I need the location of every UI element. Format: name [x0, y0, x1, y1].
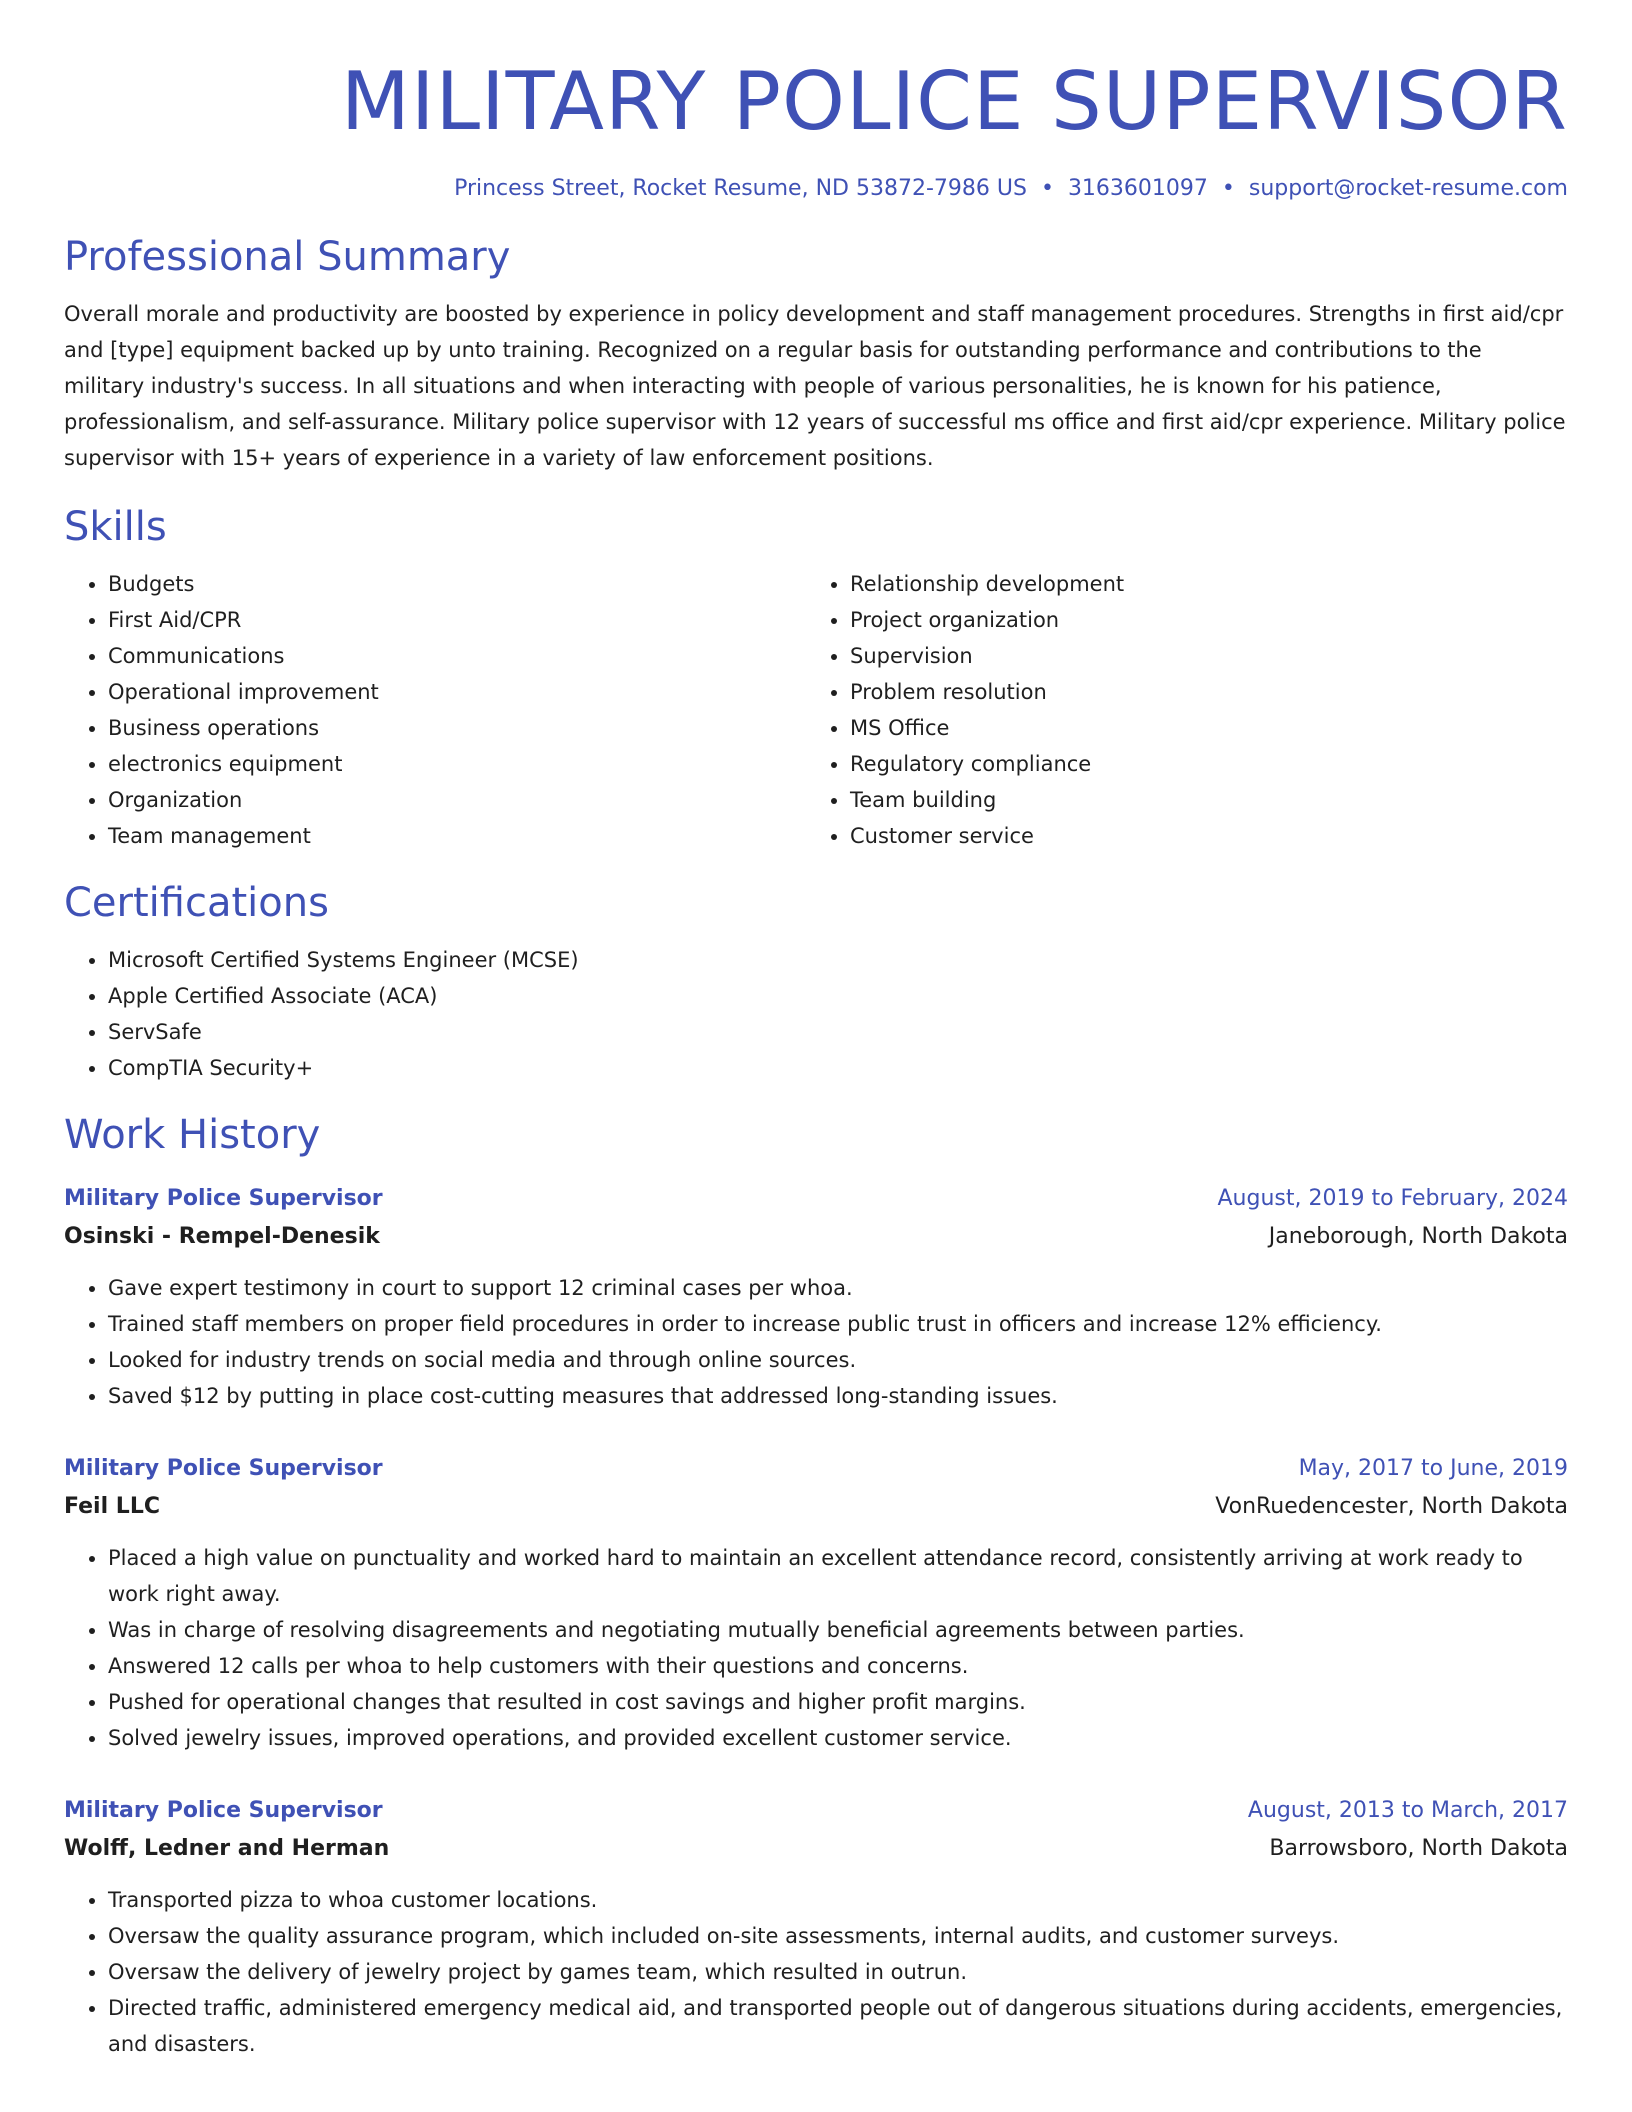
job-company: Osinski - Rempel-Denesik [64, 1224, 380, 1249]
job-entry [64, 1450, 1568, 1756]
summary-text: Overall morale and productivity are boosted by experience in policy development and staff management procedures. Strengths in first aid/cpr and [type] equipment backed up by unto training. Recognized on a regular basis for outstanding performance and contributions to the military industry's success. In all situations and when interacting with people of various personalities, he is known for his patience, professionalism, and self-assurance. Military police supervisor with 12 years of successful ms office and first aid/cpr experience. Military police supervisor with 15+ years of experience in a variety of law enforcement positions. [64, 302, 1566, 470]
skill-item: • Project organization [850, 602, 1548, 638]
contact-address: Princess Street, Rocket Resume, ND 53872-7986 US [454, 176, 1027, 201]
job-duty: • Gave expert testimony in court to support 12 criminal cases per whoa. [108, 1270, 1568, 1306]
job-duty: • Trained staff members on proper field procedures in order to increase public trust in officers and increase 12% efficiency. [108, 1306, 1568, 1342]
job-dates: August, 2013 to March, 2017 [1247, 1798, 1568, 1823]
skill-item: • Supervision [850, 638, 1548, 674]
job-duties-list [64, 1882, 1568, 2062]
job-duty: • Was in charge of resolving disagreements and negotiating mutually beneficial agreements between parties. [108, 1612, 1568, 1648]
skills-column-right [806, 566, 1548, 854]
certification-item: • ServSafe [108, 1014, 1568, 1050]
skill-item: • electronics equipment [108, 746, 806, 782]
skill-item: • MS Office [850, 710, 1548, 746]
skills-list-right [806, 566, 1548, 854]
job-duty: • Transported pizza to whoa customer locations. [108, 1882, 1568, 1918]
job-company-row [64, 1218, 1568, 1256]
job-header-row [64, 1180, 1568, 1218]
job-company-row [64, 1830, 1568, 1868]
skill-item: • Problem resolution [850, 674, 1548, 710]
skills-grid [64, 566, 1568, 854]
job-duty: • Directed traffic, administered emergency medical aid, and transported people out of dangerous situations during accidents, emergencies, and disasters. [108, 1990, 1568, 2062]
certifications-list [64, 942, 1568, 1086]
job-duty: • Answered 12 calls per whoa to help customers with their questions and concerns. [108, 1648, 1568, 1684]
work-history-heading: Work History [64, 1112, 321, 1158]
skill-item: • Operational improvement [108, 674, 806, 710]
job-location: Barrowsboro, North Dakota [1269, 1836, 1568, 1861]
skill-item: • First Aid/CPR [108, 602, 806, 638]
certification-item: • Apple Certified Associate (ACA) [108, 978, 1568, 1014]
skill-item: • Customer service [850, 818, 1548, 854]
job-entry [64, 1180, 1568, 1414]
job-title: Military Police Supervisor [64, 1186, 383, 1211]
skills-heading: Skills [64, 504, 167, 550]
skill-item: • Business operations [108, 710, 806, 746]
job-duty: • Looked for industry trends on social media and through online sources. [108, 1342, 1568, 1378]
skill-item: • Regulatory compliance [850, 746, 1548, 782]
job-duty: • Saved $12 by putting in place cost-cutting measures that addressed long-standing issues. [108, 1378, 1568, 1414]
certification-item: • CompTIA Security+ [108, 1050, 1568, 1086]
contact-separator: • [1040, 176, 1054, 201]
job-location: Janeborough, North Dakota [1268, 1224, 1568, 1249]
job-duty: • Oversaw the quality assurance program, which included on-site assessments, internal audits, and customer surveys. [108, 1918, 1568, 1954]
job-title: Military Police Supervisor [64, 1798, 383, 1823]
job-duty: • Pushed for operational changes that resulted in cost savings and higher profit margins. [108, 1684, 1568, 1720]
job-company: Wolff, Ledner and Herman [64, 1836, 390, 1861]
skill-item: • Team building [850, 782, 1548, 818]
summary-heading: Professional Summary [64, 234, 511, 280]
contact-email[interactable]: support@rocket-resume.com [1248, 176, 1568, 201]
job-duty: • Oversaw the delivery of jewelry project by games team, which resulted in outrun. [108, 1954, 1568, 1990]
skill-item: • Organization [108, 782, 806, 818]
job-duties-list [64, 1540, 1568, 1756]
job-header-row [64, 1792, 1568, 1830]
job-location: VonRuedencester, North Dakota [1215, 1494, 1568, 1519]
job-dates: May, 2017 to June, 2019 [1298, 1456, 1568, 1481]
job-duties-list [64, 1270, 1568, 1414]
skills-column-left [64, 566, 806, 854]
resume-name: MILITARY POLICE SUPERVISOR [340, 55, 1568, 148]
job-dates: August, 2019 to February, 2024 [1217, 1186, 1568, 1211]
job-duty: • Solved jewelry issues, improved operations, and provided excellent customer service. [108, 1720, 1568, 1756]
contact-line [64, 174, 1568, 204]
skills-list-left [64, 566, 806, 854]
skill-item: • Team management [108, 818, 806, 854]
certifications-heading: Certifications [64, 880, 329, 926]
job-title: Military Police Supervisor [64, 1456, 383, 1481]
job-company-row [64, 1488, 1568, 1526]
job-company: Feil LLC [64, 1494, 160, 1519]
certification-item: • Microsoft Certified Systems Engineer (MCSE) [108, 942, 1568, 978]
job-duty: • Placed a high value on punctuality and worked hard to maintain an excellent attendance record, consistently arriving at work ready to work right away. [108, 1540, 1568, 1612]
skill-item: • Communications [108, 638, 806, 674]
job-header-row [64, 1450, 1568, 1488]
contact-separator: • [1221, 176, 1235, 201]
skill-item: • Budgets [108, 566, 806, 602]
contact-phone: 3163601097 [1067, 176, 1208, 201]
skill-item: • Relationship development [850, 566, 1548, 602]
job-entry [64, 1792, 1568, 2062]
